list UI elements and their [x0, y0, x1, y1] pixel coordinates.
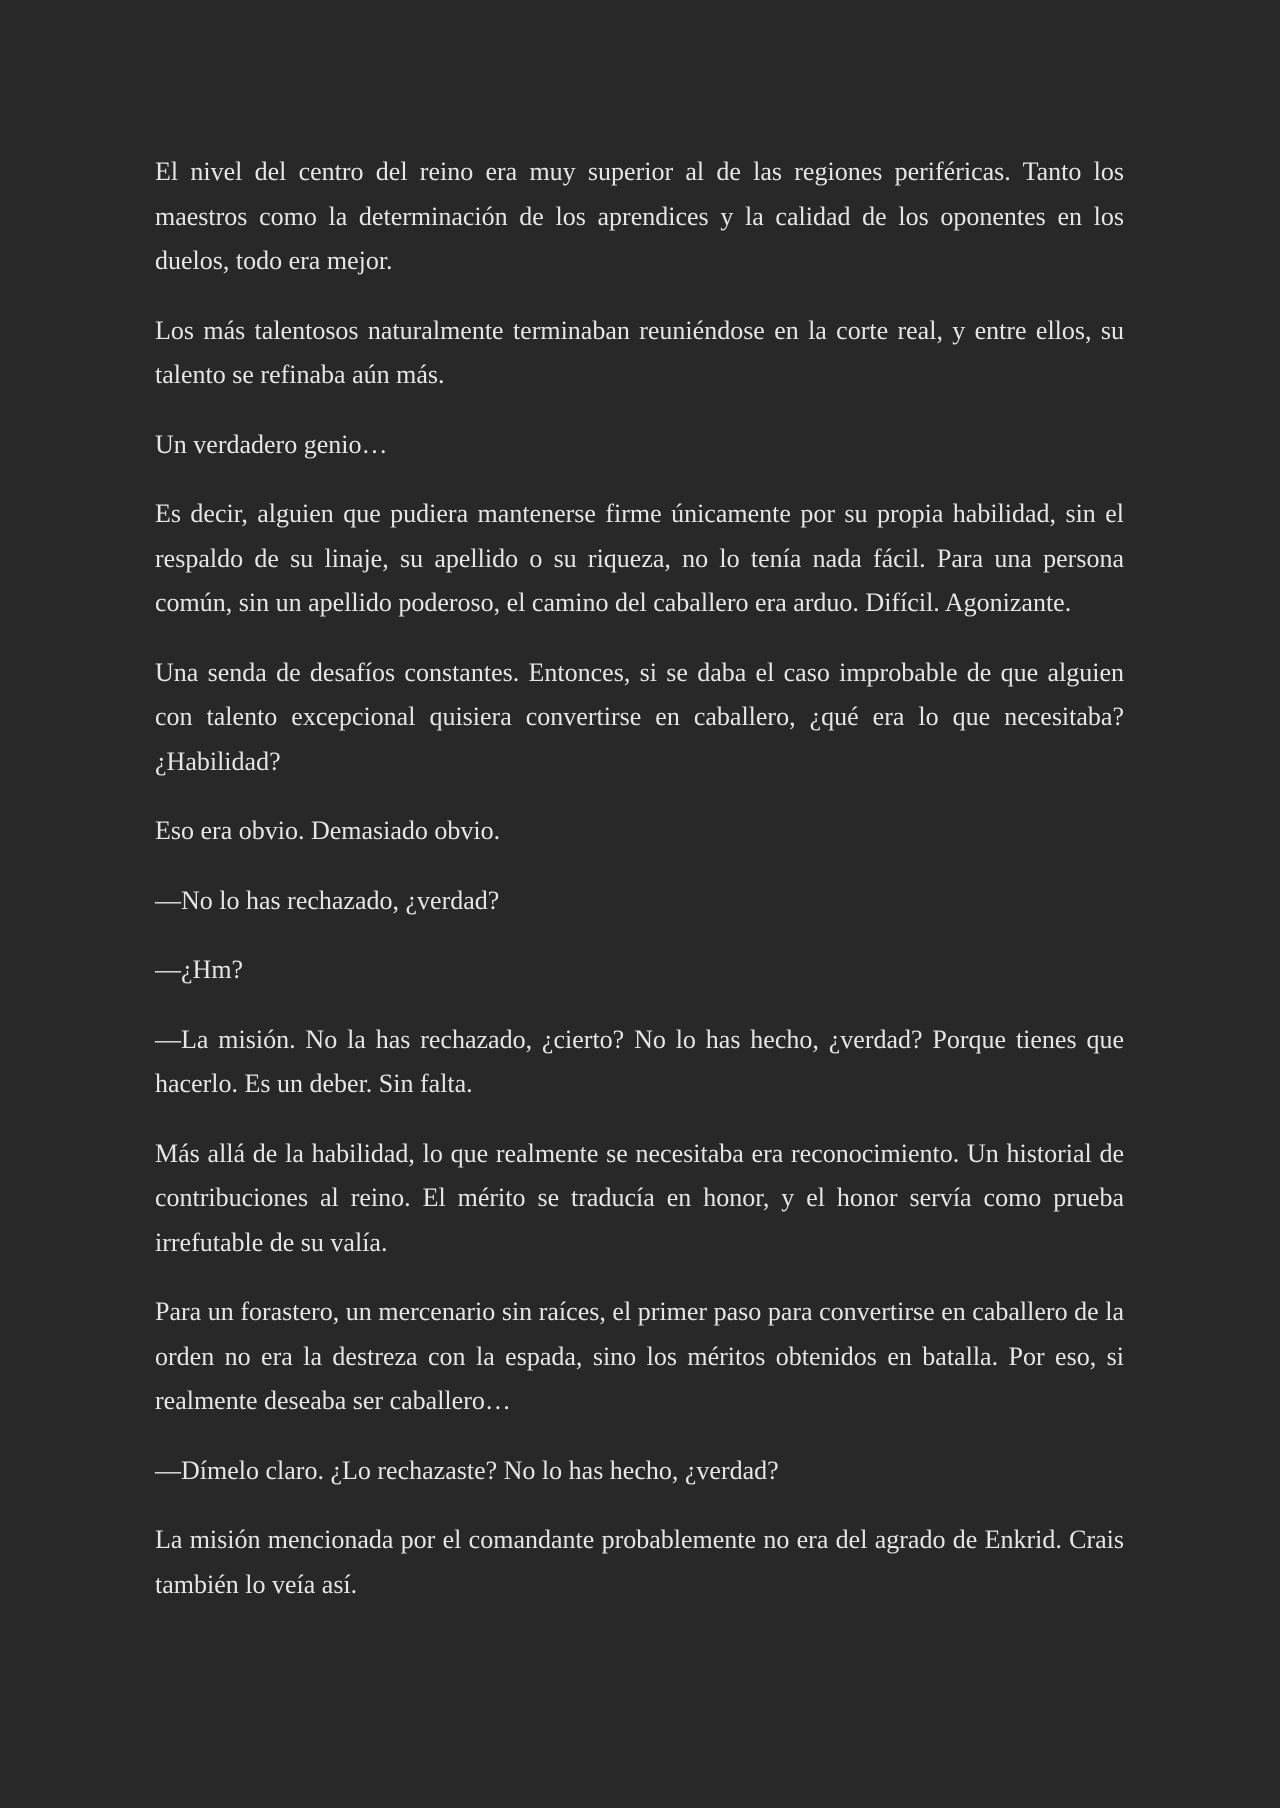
dialogue-line: —La misión. No la has rechazado, ¿cierto? No lo has hecho, ¿verdad? Porque tienes que hacerlo. Es un deber. Sin falta. — [155, 1024, 1124, 1098]
paragraph: Los más talentosos naturalmente terminaban reuniéndose en la corte real, y entre ellos, su talento se refinaba aún más. — [155, 315, 1124, 389]
paragraph: Una senda de desafíos constantes. Entonces, si se daba el caso improbable de que alguien con talento excepcional quisiera convertirse en caballero, ¿qué era lo que necesitaba? ¿Habilidad? — [155, 657, 1124, 776]
reader-text-body — [155, 150, 1124, 1632]
paragraph: Es decir, alguien que pudiera mantenerse firme únicamente por su propia habilidad, sin el respaldo de su linaje, su apellido o su riqueza, no lo tenía nada fácil. Para una persona común, sin un apellido poderoso, el camino del caballero era arduo. Difícil. Agonizante. — [155, 499, 1124, 617]
dialogue-line: —No lo has rechazado, ¿verdad? — [155, 885, 500, 915]
paragraph: Más allá de la habilidad, lo que realmente se necesitaba era reconocimiento. Un historial de contribuciones al reino. El mérito se traducía en honor, y el honor servía como prueba irrefutable de su valía. — [155, 1138, 1124, 1257]
paragraph: Un verdadero genio… — [155, 429, 388, 459]
paragraph: La misión mencionada por el comandante probablemente no era del agrado de Enkrid. Crais también lo veía así. — [155, 1525, 1124, 1599]
dialogue-line: —¿Hm? — [155, 955, 244, 984]
paragraph: Eso era obvio. Demasiado obvio. — [155, 816, 501, 845]
dialogue-line: —Dímelo claro. ¿Lo rechazaste? No lo has hecho, ¿verdad? — [155, 1455, 779, 1485]
paragraph: Para un forastero, un mercenario sin raíces, el primer paso para convertirse en caballero de la orden no era la destreza con la espada, sino los méritos obtenidos en batalla. Por eso, si realmente deseaba ser caballero… — [155, 1297, 1124, 1415]
paragraph: El nivel del centro del reino era muy superior al de las regiones periféricas. Tanto los maestros como la determinación de los aprendices y la calidad de los oponentes en los duelos, todo era mejor. — [155, 157, 1124, 275]
